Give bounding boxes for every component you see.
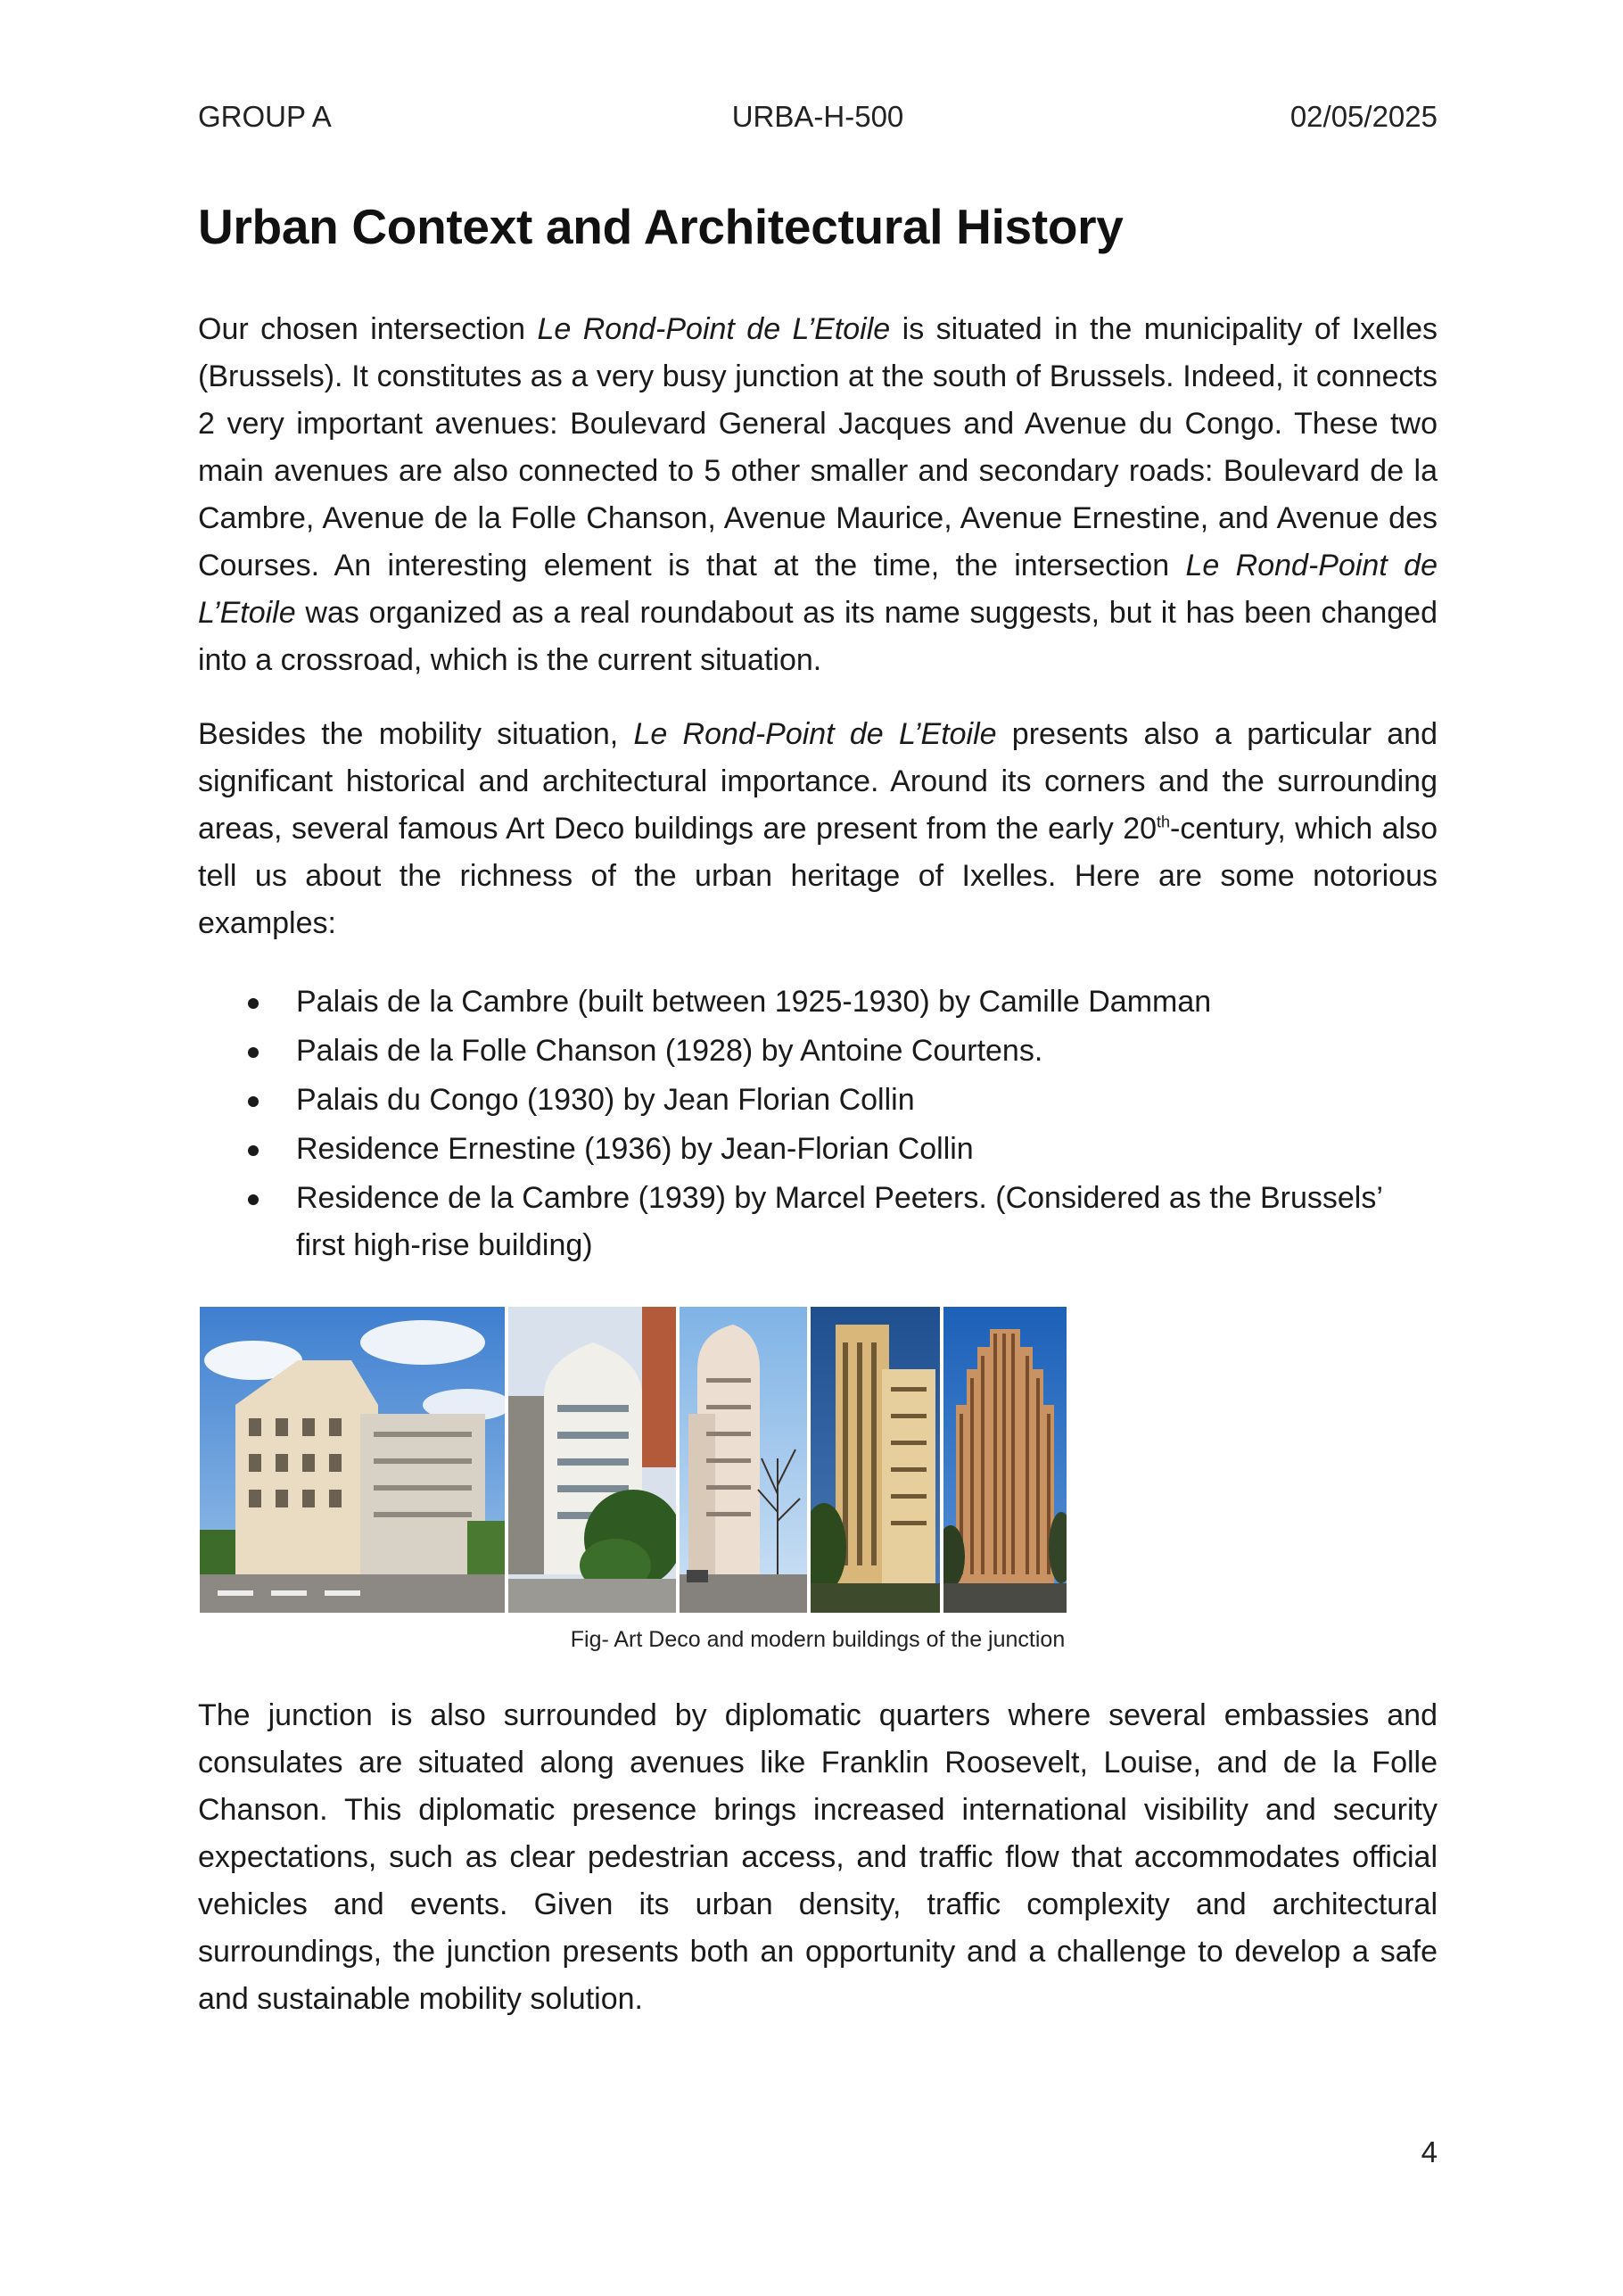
bullet-icon xyxy=(248,1194,259,1205)
building-photos-figure xyxy=(200,1307,1434,1613)
list-item xyxy=(198,1028,1438,1075)
building-photo xyxy=(680,1307,807,1613)
text-run: was organized as a real roundabout as its name suggests, but it has been changed into a crossroad, which is the current situation. xyxy=(198,596,1438,677)
paragraph-intersection xyxy=(198,306,1438,684)
paragraph-diplomatic: The junction is also surrounded by diplomatic quarters where several embassies and consulates are situated along avenues like Franklin Roosevelt, Louise, and de la Folle Chanson. This diplomatic presence brings increased international visibility and security expectations, such as clear pedestrian access, and traffic flow that accommodates official vehicles and events. Given its urban density, traffic complexity and architectural surroundings, the junction presents both an opportunity and a challenge to develop a safe and sustainable mobility solution. xyxy=(198,1698,1438,2016)
superscript-th: th xyxy=(1157,813,1171,831)
building-list xyxy=(198,979,1438,1271)
list-item xyxy=(198,1077,1438,1124)
figure-caption: Fig- Art Deco and modern buildings of the junction xyxy=(570,1627,1066,1652)
text-run: Besides the mobility situation, xyxy=(198,717,634,751)
list-item-text: Residence Ernestine (1936) by Jean-Florian Collin xyxy=(296,1132,974,1166)
building-photo xyxy=(508,1307,676,1613)
list-item xyxy=(198,979,1438,1026)
italic-place-name: Le Rond-Point de L’Etoile xyxy=(198,549,1438,630)
italic-place-name: Le Rond-Point de L’Etoile xyxy=(537,312,891,346)
building-photo xyxy=(200,1307,505,1613)
bullet-icon xyxy=(248,1047,259,1058)
bullet-icon xyxy=(248,998,259,1009)
text-run: is situated in the municipality of Ixelles (Brussels). It constitutes as a very busy junction at the south of Brussels. Indeed, it connects 2 very important avenues: Boulevard General Jacques and Avenue du Congo. These two main avenues are also connected to 5 other smaller and secondary roads: Boulevard de la Cambre, Avenue de la Folle Chanson, Avenue Maurice, Avenue Ernestine, and Avenue des Courses. An interesting element is that at the time, the intersection xyxy=(198,312,1438,582)
header-course-code: URBA-H-500 xyxy=(731,100,904,133)
page-header xyxy=(198,100,1438,139)
italic-place-name: Le Rond-Point de L’Etoile xyxy=(633,717,997,751)
page-title: Urban Context and Architectural History xyxy=(198,199,1124,254)
bullet-icon xyxy=(248,1145,259,1156)
text-run: Our chosen intersection xyxy=(198,312,538,346)
list-item xyxy=(198,1175,1438,1269)
building-photo xyxy=(811,1307,940,1613)
paragraph-architecture xyxy=(198,711,1438,947)
list-item xyxy=(198,1126,1438,1173)
list-item-text: Palais de la Cambre (built between 1925-1930) by Camille Damman xyxy=(296,985,1212,1019)
list-item-text: Palais du Congo (1930) by Jean Florian Collin xyxy=(296,1083,915,1117)
header-group: GROUP A xyxy=(198,100,332,133)
list-item-text: Palais de la Folle Chanson (1928) by Antoine Courtens. xyxy=(296,1034,1043,1068)
text-run: presents also a particular and significant historical and architectural importance. Around its corners and the surrounding areas, several famous Art Deco buildings are present from the early 20 xyxy=(198,717,1438,846)
text-run: -century, which also tell us about the richness of the urban heritage of Ixelles. Here are some notorious examples: xyxy=(198,812,1438,940)
list-item-text: Residence de la Cambre (1939) by Marcel Peeters. (Considered as the Brussels’ first high-rise building) xyxy=(296,1181,1382,1262)
page-number: 4 xyxy=(1421,2135,1438,2168)
building-photo xyxy=(943,1307,1067,1613)
header-date: 02/05/2025 xyxy=(1289,100,1438,133)
bullet-icon xyxy=(248,1096,259,1107)
